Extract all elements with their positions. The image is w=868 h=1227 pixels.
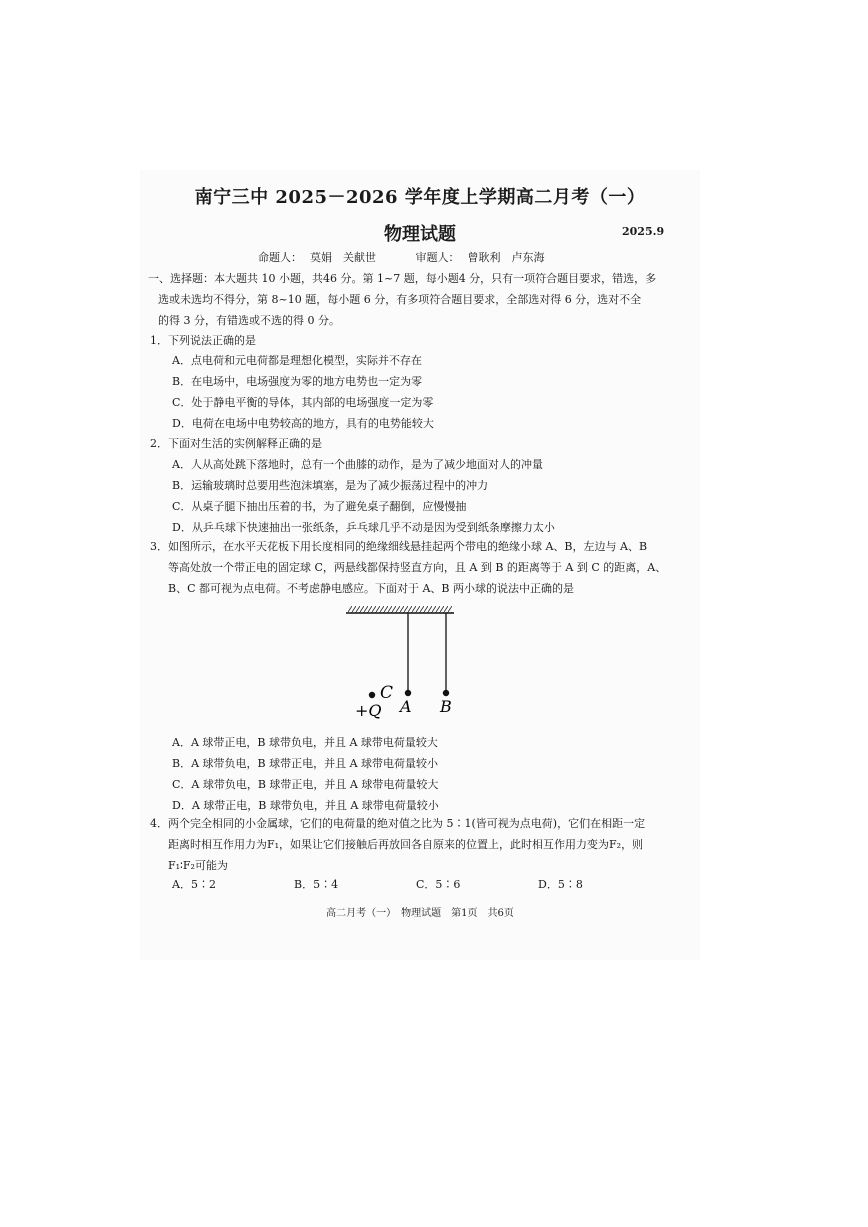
q4-choices — [172, 876, 672, 892]
exam-title: 南宁三中 2025－2026 学年度上学期高二月考（一） — [194, 187, 646, 208]
question-3-stem — [150, 536, 670, 599]
question-2-stem: 2．下面对生活的实例解释正确的是 — [150, 437, 322, 450]
intro-line: 选或未选均不得分，第 8~10 题，每小题 6 分，有多项符合题目要求，全部选对得 6 分，选对不全 — [158, 293, 642, 306]
q2-option-a: A．人从高处跳下落地时，总有一个曲膝的动作，是为了减少地面对人的冲量 — [172, 458, 543, 471]
label-q: +Q — [355, 701, 382, 720]
question-4-stem — [150, 813, 670, 876]
q4-stem-line: F₁∶F₂可能为 — [168, 859, 228, 872]
q4-stem-line: 距离时相互作用力为F₁，如果让它们接触后再放回各自原来的位置上，此时相互作用力变为F₂，则 — [168, 838, 644, 851]
intro-line: 一、选择题：本大题共 10 小题，共46 分。第 1~7 题，每小题4 分，只有一项符合题目要求，错选，多 — [148, 272, 657, 285]
q4-option-b: B．5∶4 — [294, 878, 339, 891]
ball-b — [443, 690, 449, 696]
q3-option-d: D．A 球带正电，B 球带负电，并且 A 球带电荷量较小 — [172, 799, 439, 812]
question-1-stem: 1．下列说法正确的是 — [150, 334, 256, 347]
ball-c — [369, 692, 375, 698]
q1-option-c: C．处于静电平衡的导体，其内部的电场强度一定为零 — [172, 396, 434, 409]
q3-stem-line: B、C 都可视为点电荷。不考虑静电感应。下面对于 A、B 两小球的说法中正确的是 — [168, 582, 575, 595]
label-a: A — [400, 697, 412, 716]
page-footer: 高二月考（一） 物理试题 第1页 共6页 — [326, 908, 514, 919]
intro-line: 的得 3 分，有错选或不选的得 0 分。 — [158, 314, 340, 327]
q2-option-c: C．从桌子腿下抽出压着的书，为了避免桌子翻倒，应慢慢抽 — [172, 500, 467, 513]
q3-option-b: B．A 球带负电，B 球带正电，并且 A 球带电荷量较小 — [172, 757, 439, 770]
exam-subject: 物理试题 — [384, 224, 456, 245]
q1-option-a: A．点电荷和元电荷都是理想化模型，实际并不存在 — [172, 354, 422, 367]
q1-option-b: B．在电场中，电场强度为零的地方电势也一定为零 — [172, 375, 423, 388]
q3-figure — [340, 600, 480, 725]
exam-date: 2025.9 — [622, 225, 665, 238]
reviewers: 曾耿利 卢东海 — [467, 251, 545, 264]
q2-option-b: B．运输玻璃时总要用些泡沫填塞，是为了减少振荡过程中的冲力 — [172, 479, 489, 492]
exam-authors — [258, 249, 553, 265]
ball-a — [405, 690, 411, 696]
q3-option-c: C．A 球带负电，B 球带正电，并且 A 球带电荷量较大 — [172, 778, 439, 791]
setters: 莫娟 关献世 — [310, 251, 376, 264]
q4-option-d: D．5∶8 — [538, 878, 583, 891]
label-b: B — [440, 697, 452, 716]
label-c: C — [380, 683, 394, 703]
q4-stem-line: 4．两个完全相同的小金属球，它们的电荷量的绝对值之比为 5∶1(皆可视为点电荷)，它们在相距一定 — [150, 817, 646, 830]
q2-option-d: D．从乒乓球下快速抽出一张纸条，乒乓球几乎不动是因为受到纸条摩擦力太小 — [172, 521, 555, 534]
q4-option-a: A．5∶2 — [172, 878, 216, 891]
q3-stem-line: 3．如图所示，在水平天花板下用长度相同的绝缘细线悬挂起两个带电的绝缘小球 A、B，左边与 A、B — [150, 540, 648, 553]
ceiling-hatch — [348, 606, 452, 613]
q3-stem-line: 等高处放一个带正电的固定球 C，两悬线都保持竖直方向，且 A 到 B 的距离等于 A 到 C 的距离，A、 — [168, 561, 667, 574]
q3-option-a: A．A 球带正电，B 球带负电，并且 A 球带电荷量较大 — [172, 736, 438, 749]
section-intro — [148, 268, 668, 331]
setter-label: 命题人： — [258, 251, 302, 264]
reviewer-label: 审题人： — [415, 251, 460, 264]
q4-option-c: C．5∶6 — [416, 878, 461, 891]
q1-option-d: D．电荷在电场中电势较高的地方，具有的电势能较大 — [172, 417, 434, 430]
